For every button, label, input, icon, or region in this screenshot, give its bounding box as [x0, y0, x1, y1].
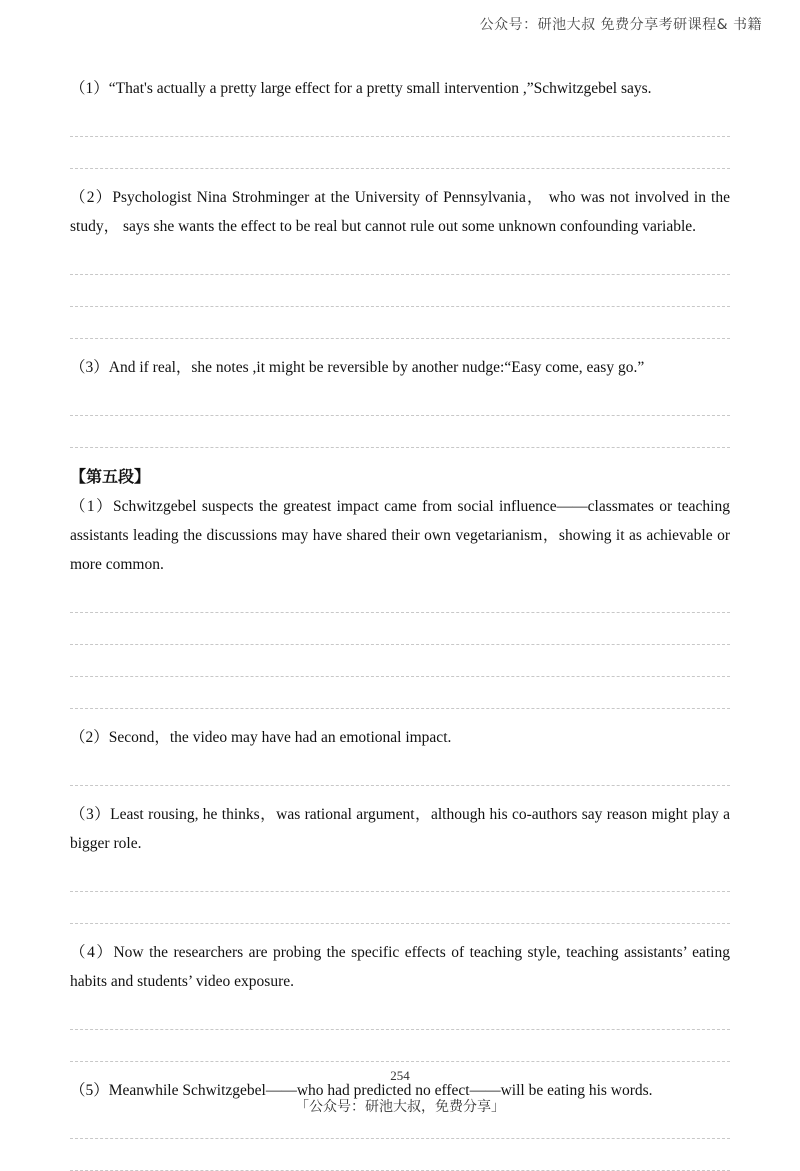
content-area — [70, 74, 730, 1171]
sentence-item-6: （3）Least rousing, he thinks，was rational argument，although his co-authors say reason might play a bigger role. — [70, 806, 730, 852]
sentence-item-8: （5）Meanwhile Schwitzgebel——who had predicted no effect——will be eating his words. — [70, 1082, 653, 1099]
sentence-item-5: （2）Second，the video may have had an emotional impact. — [70, 729, 452, 746]
sentence-item-4: （1）Schwitzgebel suspects the greatest impact came from social influence——classmates or teaching assistants leading the discussions may have shared their own vegetarianism，showing it as achievable or more common. — [70, 498, 730, 573]
sentence-item-3: （3）And if real，she notes ,it might be reversible by another nudge:“Easy come, easy go.” — [70, 359, 645, 376]
page-number: 254 — [390, 1068, 410, 1083]
sentence-item-2: （2）Psychologist Nina Strohminger at the University of Pennsylvania， who was not involved in the study， says she wants the effect to be real but cannot rule out some unknown confounding variable. — [70, 189, 730, 235]
section-title: 【第五段】 — [70, 467, 151, 486]
sentence-item-1: （1）“That's actually a pretty large effect for a pretty small intervention ,”Schwitzgebel says. — [70, 80, 652, 97]
footer-note: 「公众号：研池大叔，免费分享」 — [295, 1099, 505, 1115]
sentence-item-7: （4）Now the researchers are probing the specific effects of teaching style, teaching assistants’ eating habits and students’ video exposure. — [70, 944, 730, 990]
header-watermark: 公众号：研池大叔 免费分享考研课程& 书籍 — [479, 17, 762, 33]
